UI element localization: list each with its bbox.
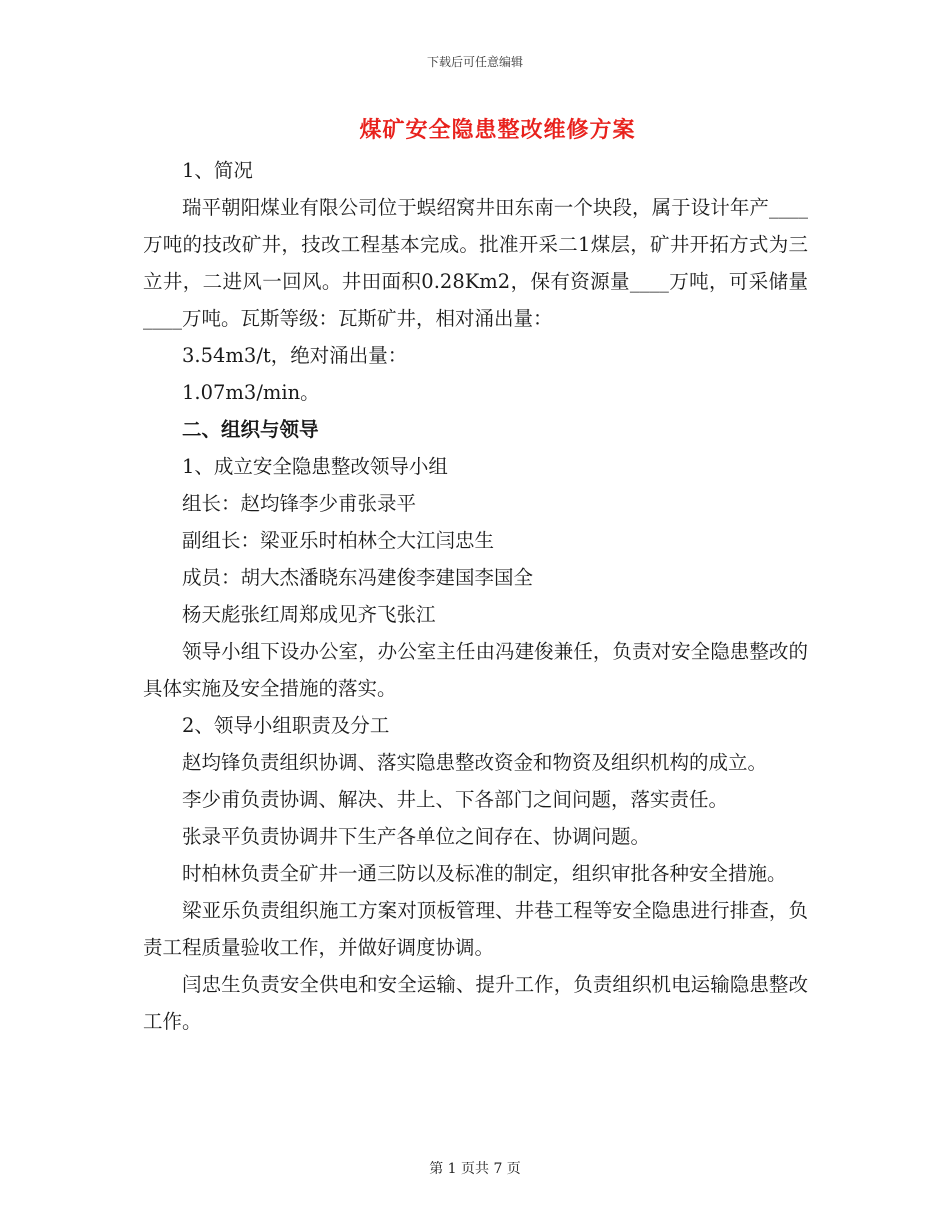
subheading-leading-group: 1、成立安全隐患整改领导小组: [182, 455, 448, 478]
header-note: 下载后可任意编辑: [426, 55, 523, 69]
paragraph-deputy-leaders: 副组长：梁亚乐时柏林仝大江闫忠生: [182, 529, 495, 552]
paragraph-duty-shi: 时柏林负责全矿井一通三防以及标准的制定，组织审批各种安全措施。: [182, 862, 787, 885]
subheading-duties: 2、领导小组职责及分工: [182, 714, 390, 737]
paragraph-duty-yan: 闫忠生负责安全供电和安全运输、提升工作，负责组织机电运输隐患整改工作。: [143, 973, 808, 1033]
paragraph-office: 领导小组下设办公室，办公室主任由冯建俊兼任，负责对安全隐患整改的具体实施及安全措施的落实。: [143, 640, 808, 700]
paragraph-duty-zhang: 张录平负责协调井下生产各单位之间存在、协调问题。: [182, 825, 651, 848]
paragraph-overview: 瑞平朝阳煤业有限公司位于蜈绍窝井田东南一个块段，属于设计年产____万吨的技改矿井，技改工程基本完成。批准开采二1煤层，矿井开拓方式为三立井，二进风一回风。井田面积0.28Km2，保有资源量____万吨，可采储量____万吨。瓦斯等级：瓦斯矿井，相对涌出量：: [143, 196, 808, 330]
document-body: [143, 152, 808, 1040]
paragraph-duty-liang: 梁亚乐负责组织施工方案对顶板管理、井巷工程等安全隐患进行排查，负责工程质量验收工作，并做好调度协调。: [143, 899, 808, 959]
paragraph-duty-zhao: 赵均锋负责组织协调、落实隐患整改资金和物资及组织机构的成立。: [182, 751, 768, 774]
section-heading-organization: 二、组织与领导: [182, 418, 319, 441]
page-footer: 第 1 页共 7 页: [429, 1161, 521, 1177]
paragraph-members: 成员：胡大杰潘晓东冯建俊李建国李国全: [182, 566, 534, 589]
paragraph-absolute-emission: 1.07m3/min。: [182, 381, 320, 404]
document-title: 煤矿安全隐患整改维修方案: [359, 117, 636, 143]
paragraph-group-leaders: 组长：赵均锋李少甫张录平: [182, 492, 417, 515]
paragraph-duty-li: 李少甫负责协调、解决、井上、下各部门之间问题，落实责任。: [182, 788, 729, 811]
section-heading-overview: 1、简况: [182, 159, 253, 182]
paragraph-relative-emission: 3.54m3/t，绝对涌出量：: [182, 344, 408, 367]
paragraph-members-continued: 杨天彪张红周郑成见齐飞张江: [182, 603, 436, 626]
